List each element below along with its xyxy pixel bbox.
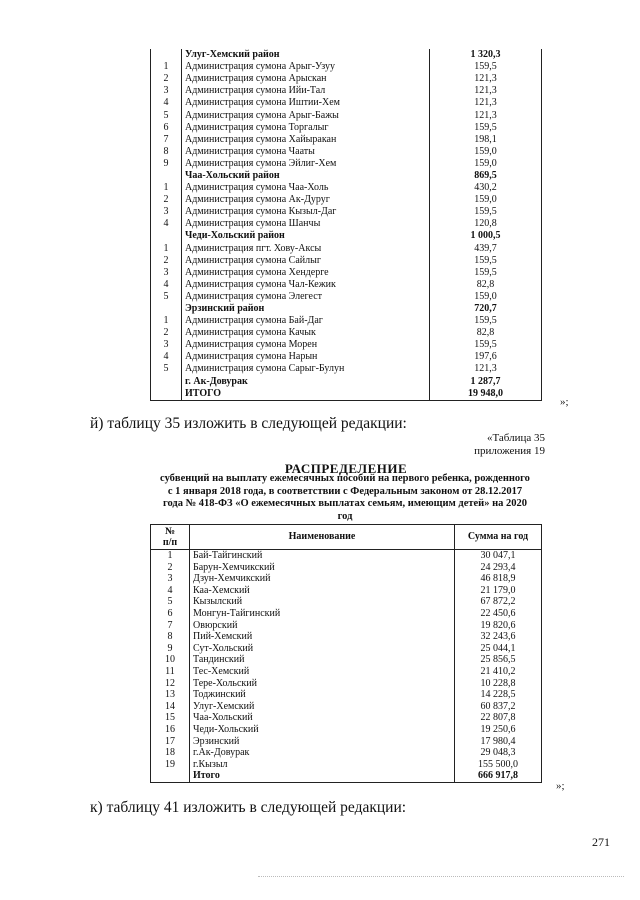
- row-number: 4: [151, 218, 182, 230]
- row-name: г.Ак-Довурак: [190, 747, 455, 759]
- table-row: [151, 194, 542, 206]
- table-row: [151, 562, 542, 574]
- row-value: 60 837,2: [455, 701, 542, 713]
- row-number: 10: [151, 654, 190, 666]
- subheading-line2: с 1 января 2018 года, в соответствии с Федеральным законом от 28.12.2017: [167, 485, 523, 497]
- row-value: 46 818,9: [455, 573, 542, 585]
- row-value: 159,5: [474, 339, 497, 351]
- row-value: 120,8: [474, 218, 497, 230]
- row-number: 4: [151, 97, 182, 109]
- row-number: 13: [151, 689, 190, 701]
- table-row: [151, 573, 542, 585]
- row-number: 8: [151, 631, 190, 643]
- row-name: Эрзинский: [190, 736, 455, 748]
- row-value: 30 047,1: [455, 550, 542, 562]
- header-sum: Сумма на год: [455, 525, 542, 550]
- table-row: [151, 339, 542, 351]
- table-row: [151, 279, 542, 291]
- table-row: [151, 620, 542, 632]
- row-name: Чеди-Хольский район: [182, 230, 430, 242]
- row-name: Администрация сумона Торгалыг: [182, 122, 430, 134]
- row-name: Администрация сумона Бай-Даг: [182, 315, 430, 327]
- row-number: [151, 49, 182, 61]
- row-name: Администрация сумона Арыскан: [182, 73, 430, 85]
- row-value: 121,3: [474, 85, 497, 97]
- table-row: [151, 678, 542, 690]
- row-name: Пий-Хемский: [190, 631, 455, 643]
- row-number: 9: [151, 643, 190, 655]
- row-value: 869,5: [474, 169, 497, 181]
- row-value: 159,0: [474, 194, 497, 206]
- table-row: [151, 61, 542, 73]
- row-number: 16: [151, 724, 190, 736]
- table-row: [151, 146, 542, 158]
- row-number: 7: [151, 134, 182, 146]
- row-value: 439,7: [474, 242, 497, 254]
- row-value: 155 500,0: [455, 759, 542, 771]
- table-reference: [474, 432, 545, 458]
- row-number: 5: [151, 363, 182, 375]
- table35-closing-mark: »;: [556, 780, 565, 792]
- table-reference-line2: приложения 19: [474, 445, 545, 457]
- row-value: 159,5: [474, 121, 497, 133]
- row-value: 121,3: [474, 363, 497, 375]
- row-name: Администрация сумона Хайыракан: [182, 134, 430, 146]
- row-value: 121,3: [474, 73, 497, 85]
- row-value: 24 293,4: [455, 562, 542, 574]
- row-number: 4: [151, 351, 182, 363]
- row-name: Тере-Хольский: [190, 678, 455, 690]
- row-value: 430,2: [474, 182, 497, 194]
- row-value: 19 250,6: [455, 724, 542, 736]
- table-row: [151, 608, 542, 620]
- table-heading: РАСПРЕДЕЛЕНИЕ: [284, 461, 408, 476]
- row-name: Администрация сумона Арыг-Узуу: [182, 61, 430, 73]
- row-value: 82,8: [476, 278, 495, 290]
- table-row: [151, 550, 542, 562]
- row-name: Эрзинский район: [182, 303, 430, 315]
- row-name: Тес-Хемский: [190, 666, 455, 678]
- row-value: 17 980,4: [455, 736, 542, 748]
- row-name: Тоджинский: [190, 689, 455, 701]
- row-number: 3: [151, 339, 182, 351]
- table-row: [151, 85, 542, 97]
- row-number: 9: [151, 158, 182, 170]
- table-row: [151, 747, 542, 759]
- table-row: [151, 122, 542, 134]
- table-row: [151, 759, 542, 771]
- row-number: 19: [151, 759, 190, 771]
- row-name: Администрация сумона Чал-Кежик: [182, 279, 430, 291]
- row-number: 2: [151, 194, 182, 206]
- row-name: Чаа-Хольский район: [182, 170, 430, 182]
- table-row: [151, 585, 542, 597]
- row-value: 159,5: [474, 266, 497, 278]
- row-name: Администрация сумона Чаа-Холь: [182, 182, 430, 194]
- row-number: 3: [151, 573, 190, 585]
- row-name: Администрация сумона Нарын: [182, 351, 430, 363]
- table-row: [151, 327, 542, 339]
- row-name: Администрация сумона Арыг-Бажы: [182, 109, 430, 121]
- row-value: 720,7: [474, 303, 497, 315]
- table-group-row: [151, 388, 542, 401]
- row-number: 5: [151, 596, 190, 608]
- table-closing-mark: »;: [560, 396, 569, 408]
- table-row: [151, 134, 542, 146]
- row-number: 1: [151, 243, 182, 255]
- row-value: 159,0: [474, 145, 497, 157]
- header-name: Наименование: [190, 525, 455, 550]
- row-value: 121,3: [474, 97, 497, 109]
- table-row: [151, 666, 542, 678]
- row-value: 32 243,6: [455, 631, 542, 643]
- table-row: [151, 243, 542, 255]
- row-number: 6: [151, 608, 190, 620]
- row-name: Чаа-Хольский: [190, 712, 455, 724]
- table-subheading: [140, 473, 550, 523]
- row-value: 121,3: [474, 109, 497, 121]
- row-number: 4: [151, 279, 182, 291]
- row-value: 1 287,7: [470, 375, 501, 387]
- row-name: Чеди-Хольский: [190, 724, 455, 736]
- row-number: 5: [151, 291, 182, 303]
- row-value: 197,6: [474, 351, 497, 363]
- row-value: 159,5: [474, 315, 497, 327]
- row-number: 2: [151, 255, 182, 267]
- table-row: [151, 596, 542, 608]
- table-row: [151, 654, 542, 666]
- row-value: 22 807,8: [455, 712, 542, 724]
- row-number: 5: [151, 109, 182, 121]
- row-number: 1: [151, 61, 182, 73]
- table-row: [151, 724, 542, 736]
- subheading-line3: года № 418-ФЗ «О ежемесячных выплатах семьям, имеющим детей» на 2020: [162, 498, 528, 509]
- row-value: 25 044,1: [455, 643, 542, 655]
- row-name: Администрация сумона Чааты: [182, 146, 430, 158]
- row-value: 82,8: [476, 327, 495, 339]
- row-name: Администрация сумона Качык: [182, 327, 430, 339]
- table-row: [151, 158, 542, 170]
- row-name: Монгун-Тайгинский: [190, 608, 455, 620]
- row-name: Сут-Хольский: [190, 643, 455, 655]
- table-row: [151, 267, 542, 279]
- row-value: 21 179,0: [455, 585, 542, 597]
- row-number: 2: [151, 327, 182, 339]
- row-name: Каа-Хемский: [190, 585, 455, 597]
- row-value: 159,0: [474, 157, 497, 169]
- row-name: Администрация сумона Иштии-Хем: [182, 97, 430, 109]
- header-num: [151, 525, 190, 550]
- table-row: [151, 701, 542, 713]
- row-name: Бай-Тайгинский: [190, 550, 455, 562]
- row-name: Дзун-Хемчикский: [190, 573, 455, 585]
- table-row: [151, 363, 542, 375]
- row-number: 3: [151, 85, 182, 97]
- table-group-row: [151, 230, 542, 242]
- row-value: 19 948,0: [430, 388, 542, 401]
- row-number: 8: [151, 146, 182, 158]
- table-row: [151, 73, 542, 85]
- row-value: 14 228,5: [455, 689, 542, 701]
- row-number: 3: [151, 267, 182, 279]
- row-value: 25 856,5: [455, 654, 542, 666]
- table-row: [151, 206, 542, 218]
- table-total-row: [151, 770, 542, 782]
- table-row: [151, 291, 542, 303]
- row-number: 2: [151, 73, 182, 85]
- row-number: 11: [151, 666, 190, 678]
- row-number: [151, 303, 182, 315]
- table-group-row: [151, 303, 542, 315]
- row-number: 1: [151, 182, 182, 194]
- row-value: 159,0: [474, 290, 497, 302]
- row-value: 198,1: [474, 133, 497, 145]
- table-row: [151, 218, 542, 230]
- table-row: [151, 689, 542, 701]
- table-row: [151, 315, 542, 327]
- paragraph-j: й) таблицу 35 изложить в следующей редакции:: [90, 415, 407, 432]
- row-value: 1 320,3: [470, 49, 501, 61]
- page-number: 271: [592, 835, 610, 849]
- table-group-row: [151, 170, 542, 182]
- row-number: 18: [151, 747, 190, 759]
- row-number: 15: [151, 712, 190, 724]
- row-value: 1 000,5: [470, 230, 501, 242]
- row-name: Администрация сумона Сайлыг: [182, 255, 430, 267]
- row-value: 67 872,2: [455, 596, 542, 608]
- table-row: [151, 109, 542, 121]
- total-num-cell: [151, 770, 190, 782]
- row-value: 159,5: [474, 254, 497, 266]
- row-name: Администрация сумона Элегест: [182, 291, 430, 303]
- row-number: [151, 230, 182, 242]
- allocation-table-continued: [150, 49, 542, 401]
- row-name: Улуг-Хемский: [190, 701, 455, 713]
- row-number: 2: [151, 562, 190, 574]
- total-value: 666 917,8: [455, 770, 542, 782]
- row-number: 14: [151, 701, 190, 713]
- table-row: [151, 736, 542, 748]
- row-name: Администрация сумона Кызыл-Даг: [182, 206, 430, 218]
- row-name: Овюрский: [190, 620, 455, 632]
- table-group-row: [151, 376, 542, 388]
- table-row: [151, 643, 542, 655]
- row-value: 29 048,3: [455, 747, 542, 759]
- row-number: [151, 388, 182, 401]
- row-name: Администрация сумона Эйлиг-Хем: [182, 158, 430, 170]
- subheading-line1: субвенций на выплату ежемесячных пособий на первого ребенка, рожденного: [160, 473, 530, 484]
- paragraph-k: к) таблицу 41 изложить в следующей редакции:: [90, 799, 407, 816]
- table-row: [151, 182, 542, 194]
- row-number: [151, 376, 182, 388]
- row-value: 22 450,6: [455, 608, 542, 620]
- row-name: Администрация пгт. Хову-Аксы: [182, 243, 430, 255]
- row-name: г.Кызыл: [190, 759, 455, 771]
- row-name: Тандинский: [190, 654, 455, 666]
- table-row: [151, 255, 542, 267]
- table-row: [151, 351, 542, 363]
- table-row: [151, 97, 542, 109]
- footer-rule: [258, 876, 624, 877]
- total-label: Итого: [190, 770, 455, 782]
- row-number: 4: [151, 585, 190, 597]
- table-reference-line1: «Таблица 35: [486, 432, 545, 444]
- row-number: 3: [151, 206, 182, 218]
- row-value: 10 228,8: [455, 678, 542, 690]
- subheading-line4: год: [337, 510, 353, 522]
- table-row: [151, 712, 542, 724]
- row-name: Кызылский: [190, 596, 455, 608]
- row-name: Барун-Хемчикский: [190, 562, 455, 574]
- header-num-line2: п/п: [162, 537, 178, 548]
- table-row: [151, 631, 542, 643]
- row-number: 1: [151, 315, 182, 327]
- row-name: Администрация сумона Ийи-Тал: [182, 85, 430, 97]
- row-name: Администрация сумона Сарыг-Булун: [182, 363, 430, 375]
- row-number: 1: [151, 550, 190, 562]
- row-name: Улуг-Хемский район: [182, 49, 430, 61]
- row-value: 159,5: [474, 61, 497, 73]
- row-value: 19 820,6: [455, 620, 542, 632]
- row-number: 7: [151, 620, 190, 632]
- row-name: Администрация сумона Шанчы: [182, 218, 430, 230]
- row-name: г. Ак-Довурак: [182, 376, 430, 388]
- header-num-line1: №: [164, 525, 176, 537]
- table-group-row: [151, 49, 542, 61]
- row-value: 159,5: [474, 206, 497, 218]
- table-35: [150, 524, 542, 783]
- row-number: 12: [151, 678, 190, 690]
- row-name: Администрация сумона Ак-Дуруг: [182, 194, 430, 206]
- row-name: Администрация сумона Морен: [182, 339, 430, 351]
- row-name: Администрация сумона Хендерге: [182, 267, 430, 279]
- row-name: ИТОГО: [182, 388, 430, 401]
- row-value: 21 410,2: [455, 666, 542, 678]
- row-number: 6: [151, 122, 182, 134]
- row-number: [151, 170, 182, 182]
- row-number: 17: [151, 736, 190, 748]
